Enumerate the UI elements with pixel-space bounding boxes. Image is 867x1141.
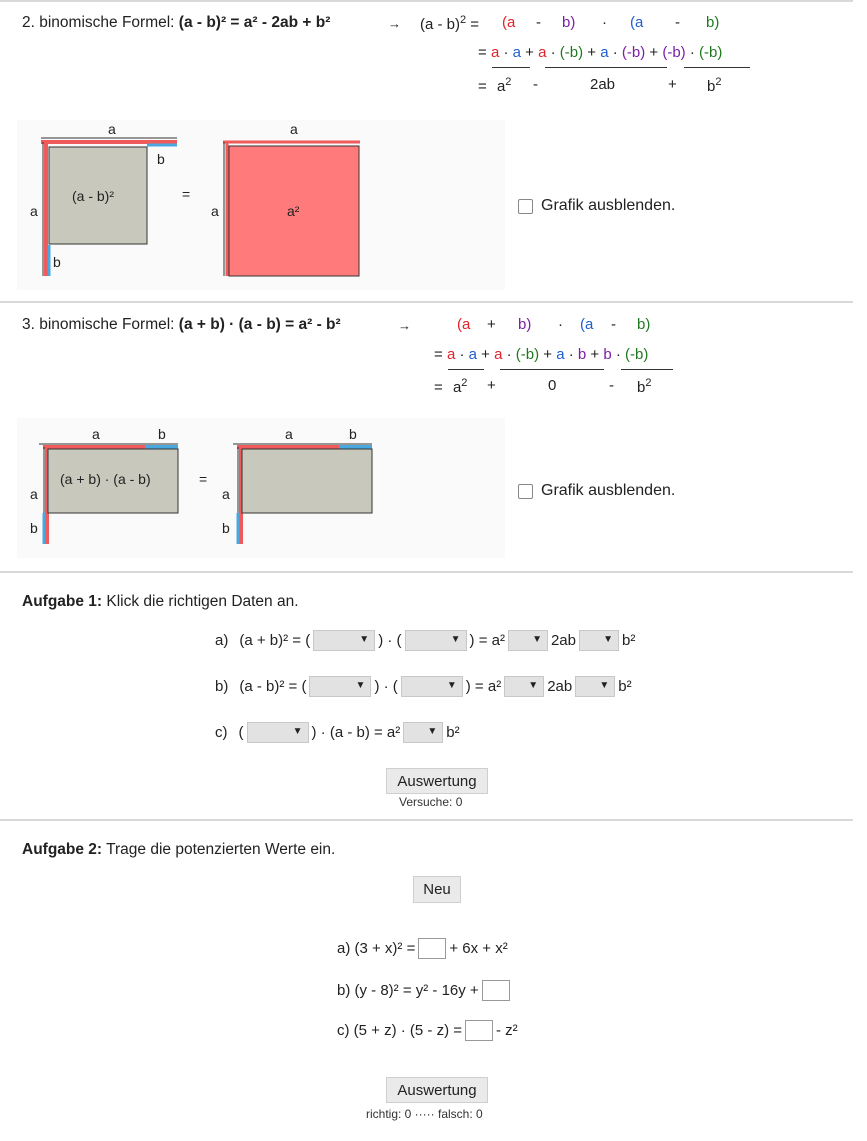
sec2-factor1-minus: - bbox=[536, 14, 541, 31]
sec3-fig-label-b-top-right: b bbox=[349, 426, 357, 442]
sec2-result-2ab: 2ab bbox=[590, 76, 616, 93]
sec2-underline-3 bbox=[684, 67, 750, 68]
sec3-factor2-a: (a bbox=[580, 316, 594, 333]
sec2-factor2-minus: - bbox=[675, 14, 680, 31]
sec2-fig-label-a-left: a bbox=[30, 203, 38, 219]
sec3-fig-label-b-top-left: b bbox=[158, 426, 166, 442]
sec3-result-minus: - bbox=[609, 377, 614, 394]
task1-b-select-2[interactable]: ▼ bbox=[401, 676, 463, 697]
sec2-fig-label-a-top: a bbox=[108, 121, 116, 137]
task2-row-b: b) (y - 8)² = y² - 16y + bbox=[337, 980, 510, 1001]
sec3-factor2-b: b) bbox=[637, 316, 651, 333]
sec2-result-b2: $b^2$ bbox=[707, 76, 722, 95]
sec3-result-zero: 0 bbox=[548, 377, 557, 394]
sec2-fig-box-right-label: a² bbox=[287, 203, 300, 219]
sec2-fig-label-a-right: a bbox=[211, 203, 219, 219]
sec2-factor2-a: (a bbox=[630, 14, 644, 31]
section3-heading: 3. binomische Formel: (a + b) · (a - b) = a² - b² bbox=[22, 316, 341, 333]
sec3-times: · bbox=[558, 316, 563, 333]
task1-row-a: a) (a + b)² = ( ▼ ) · ( ▼ ) = a² ▼ 2ab ▼ b² bbox=[215, 632, 636, 649]
task1-a-select-4[interactable]: ▼ bbox=[579, 630, 619, 651]
sec3-hide-graphic-label[interactable]: Grafik ausblenden. bbox=[541, 482, 676, 499]
sec3-fig-equals: = bbox=[199, 471, 208, 487]
task2-a-input[interactable] bbox=[418, 938, 446, 959]
task1-c-select-2[interactable]: ▼ bbox=[403, 722, 443, 743]
task1-a-select-1[interactable]: ▼ bbox=[313, 630, 375, 651]
sec3-fig-label-a-top-left: a bbox=[92, 426, 100, 442]
sec3-hide-graphic-checkbox[interactable] bbox=[518, 484, 533, 499]
task1-b-select-4[interactable]: ▼ bbox=[575, 676, 615, 697]
task2-row-a: a) (3 + x)² = + 6x + x² bbox=[337, 940, 508, 957]
task1-b-select-1[interactable]: ▼ bbox=[309, 676, 371, 697]
sec3-factor1-b: b) bbox=[518, 316, 532, 333]
arrow-icon: → bbox=[398, 318, 411, 333]
sec2-factor2-b: b) bbox=[706, 14, 720, 31]
sec2-hide-graphic-label[interactable]: Grafik ausblenden. bbox=[541, 197, 676, 214]
separator-3 bbox=[0, 571, 853, 573]
separator-4 bbox=[0, 819, 853, 821]
task1-a-select-3[interactable]: ▼ bbox=[508, 630, 548, 651]
sec3-result-plus: + bbox=[487, 377, 496, 394]
sec2-fig-equals: = bbox=[182, 186, 191, 202]
sec2-hide-graphic-checkbox[interactable] bbox=[518, 199, 533, 214]
sec3-expansion-line2: = a · a + a · (-b) + a · b + b · (-b) bbox=[434, 346, 649, 363]
separator-top bbox=[0, 0, 853, 2]
separator-2 bbox=[0, 301, 853, 303]
sec3-result-line: = $a^2$ bbox=[434, 377, 468, 396]
sec3-fig-label-a-left: a bbox=[30, 486, 38, 502]
sec3-underline-1 bbox=[448, 369, 484, 370]
sec2-expansion-line1: (a - b)$^2$ = bbox=[420, 14, 480, 33]
task2-new-button[interactable]: Neu bbox=[413, 876, 461, 903]
sec2-factor1-a: (a bbox=[502, 14, 516, 31]
sec2-figure bbox=[17, 120, 505, 290]
sec2-underline-1 bbox=[492, 67, 530, 68]
sec3-fig-label-a-top-right: a bbox=[285, 426, 293, 442]
sec3-fig-label-b-right: b bbox=[222, 520, 230, 536]
task2-b-input[interactable] bbox=[482, 980, 510, 1001]
sec2-underline-2 bbox=[545, 67, 667, 68]
task1-c-select-1[interactable]: ▼ bbox=[247, 722, 309, 743]
sec3-underline-3 bbox=[621, 369, 673, 370]
task1-attempts-counter: Versuche: 0 bbox=[399, 795, 463, 809]
task2-row-c: c) (5 + z) · (5 - z) = - z² bbox=[337, 1022, 518, 1039]
sec3-underline-2 bbox=[500, 369, 604, 370]
task2-evaluate-button[interactable]: Auswertung bbox=[386, 1077, 488, 1103]
sec3-factor1-plus: + bbox=[487, 316, 496, 333]
sec3-fig-label-a-right: a bbox=[222, 486, 230, 502]
task1-heading: Aufgabe 1: Klick die richtigen Daten an. bbox=[22, 593, 299, 610]
task2-heading: Aufgabe 2: Trage die potenzierten Werte ein. bbox=[22, 841, 336, 858]
sec2-result-line: = $a^2$ bbox=[478, 76, 512, 95]
section2-heading: 2. binomische Formel: (a - b)² = a² - 2ab + b² bbox=[22, 14, 331, 31]
sec2-fig-label-b-bottom: b bbox=[53, 254, 61, 270]
sec3-fig-box-left-label: (a + b) · (a - b) bbox=[60, 471, 151, 487]
sec3-factor2-minus: - bbox=[611, 316, 616, 333]
sec3-factor1-a: (a bbox=[457, 316, 471, 333]
sec3-figure bbox=[17, 418, 505, 558]
sec2-fig-label-b-top: b bbox=[157, 151, 165, 167]
task1-row-b: b) (a - b)² = ( ▼ ) · ( ▼ ) = a² ▼ 2ab ▼ b² bbox=[215, 678, 632, 695]
sec2-result-plus: + bbox=[668, 76, 677, 93]
task1-b-select-3[interactable]: ▼ bbox=[504, 676, 544, 697]
sec2-factor1-b: b) bbox=[562, 14, 576, 31]
arrow-icon: → bbox=[388, 16, 401, 31]
sec2-result-minus: - bbox=[533, 76, 538, 93]
task2-c-input[interactable] bbox=[465, 1020, 493, 1041]
sec2-times: · bbox=[602, 14, 607, 31]
task1-a-select-2[interactable]: ▼ bbox=[405, 630, 467, 651]
task2-score: richtig: 0 ····· falsch: 0 bbox=[366, 1107, 483, 1121]
sec3-fig-label-b-left: b bbox=[30, 520, 38, 536]
sec2-expansion-line2: = a · a + a · (-b) + a · (-b) + (-b) · (-b) bbox=[478, 44, 723, 61]
sec2-fig-label-a-top-right: a bbox=[290, 121, 298, 137]
sec2-fig-box-left-label: (a - b)² bbox=[72, 188, 114, 204]
sec3-result-b2: $b^2$ bbox=[637, 377, 652, 396]
task1-evaluate-button[interactable]: Auswertung bbox=[386, 768, 488, 794]
task1-row-c: c) ( ▼ ) · (a - b) = a² ▼ b² bbox=[215, 724, 460, 741]
